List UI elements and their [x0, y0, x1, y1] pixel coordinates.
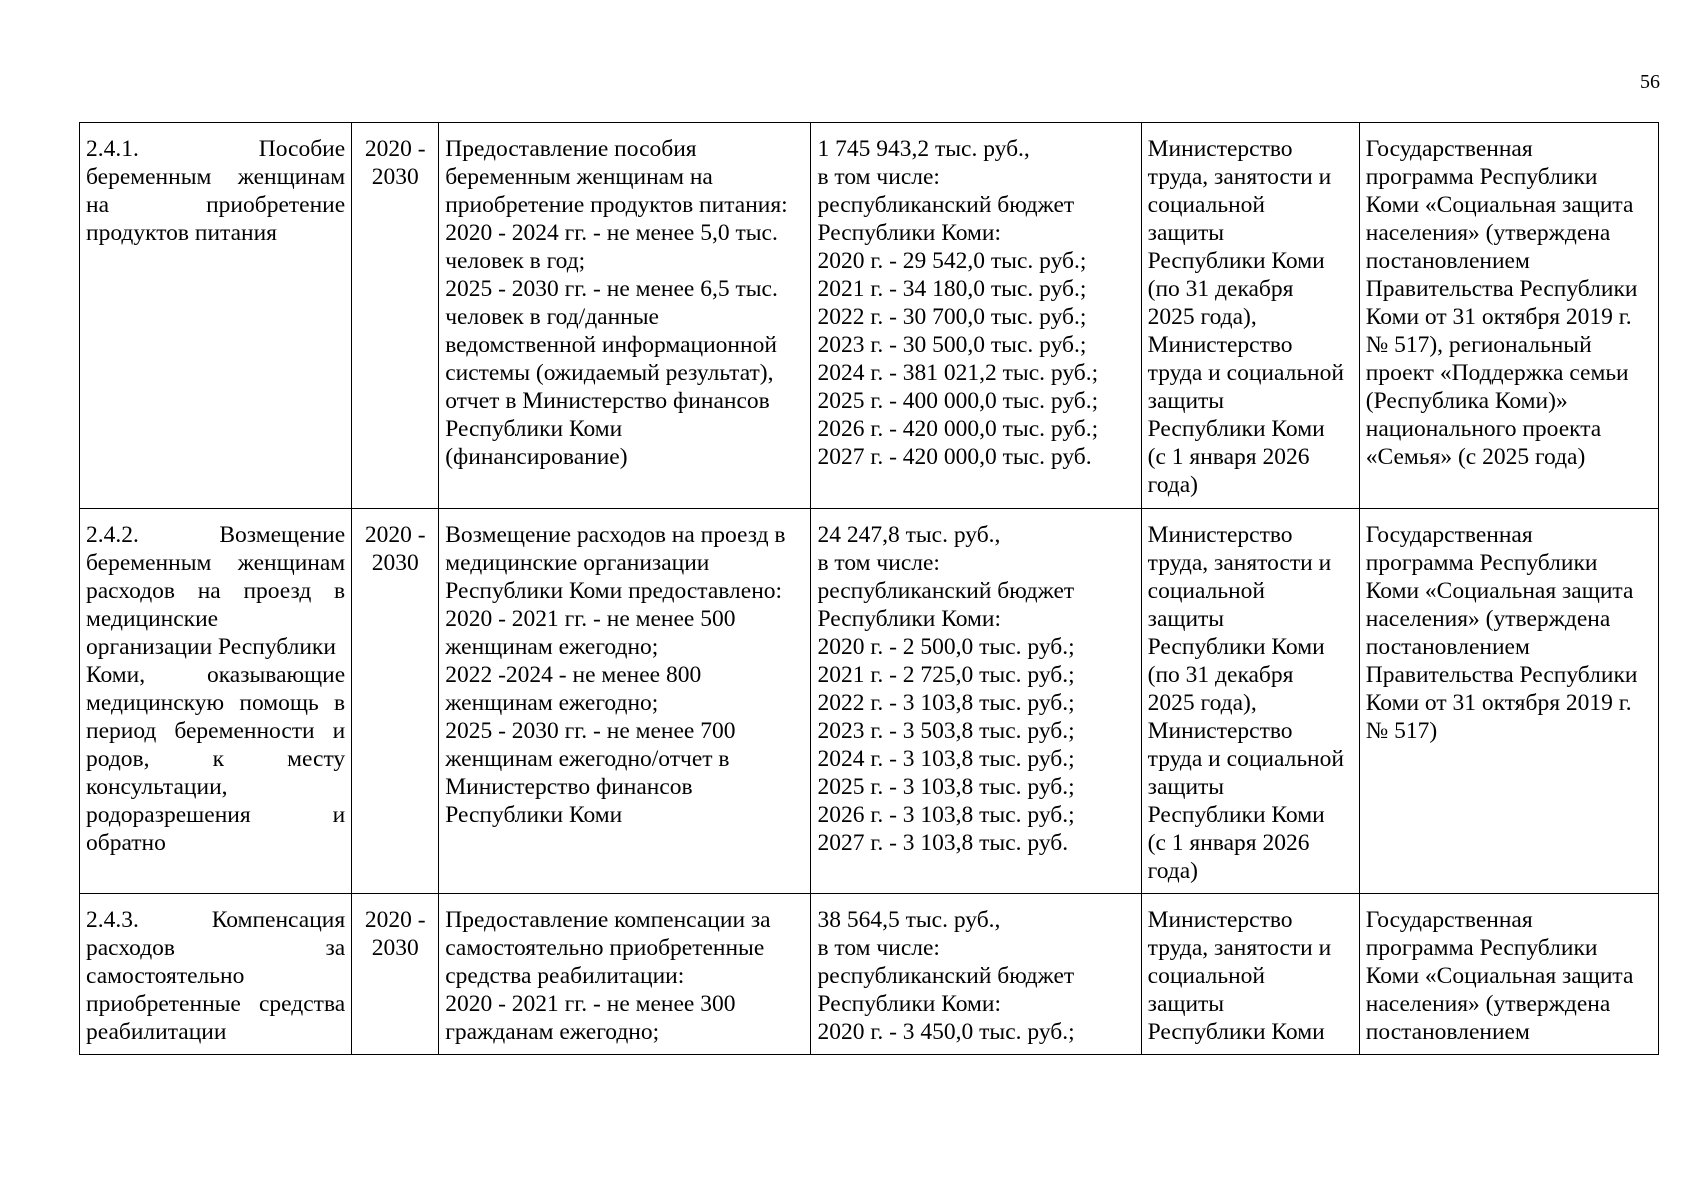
financing-line: 2025 г. - 400 000,0 тыс. руб.;	[817, 388, 1099, 414]
financing-cell	[811, 894, 1141, 1055]
measure-name-line	[86, 135, 345, 163]
financing-line: 2026 г. - 420 000,0 тыс. руб.;	[817, 416, 1099, 442]
table-row	[80, 509, 1659, 894]
measure-name-cell	[80, 123, 352, 509]
description-line: 2022 -2024 - не менее 800	[445, 662, 702, 688]
responsible-line: социальной	[1147, 578, 1265, 604]
word: Пособие	[258, 136, 346, 162]
word: помощь	[239, 690, 319, 716]
word: оказывающие	[206, 662, 346, 688]
measure-name-cell	[80, 509, 352, 894]
description-line: отчет в Министерство финансов	[445, 388, 770, 414]
program-cell	[1359, 123, 1658, 509]
program-line: Государственная	[1365, 136, 1533, 162]
period-line: 2020 -	[364, 907, 426, 933]
description-line: 2020 - 2021 гг. - не менее 500	[445, 606, 736, 632]
measure-name-line: медицинские	[86, 606, 219, 632]
measure-name-line	[86, 191, 345, 219]
description-line: Возмещение расходов на проезд в	[445, 522, 786, 548]
responsible-line: труда, занятости и	[1147, 550, 1332, 576]
measure-name-line: обратно	[86, 830, 166, 856]
program-line: проект «Поддержка семьи	[1365, 360, 1629, 386]
description-cell	[439, 123, 811, 509]
description-line: Предоставление компенсации за	[445, 907, 771, 933]
measure-name-line: консультации,	[86, 774, 228, 800]
responsible-line: Министерство	[1147, 907, 1293, 933]
period-line: 2030	[371, 164, 419, 190]
responsible-line: (с 1 января 2026	[1147, 444, 1310, 470]
word: Возмещение	[219, 522, 346, 548]
description-line: медицинские организации	[445, 550, 710, 576]
responsible-line: труда и социальной	[1147, 360, 1344, 386]
word: проезд	[243, 578, 312, 604]
program-line: Коми от 31 октября 2019 г.	[1365, 690, 1632, 716]
word: беременности	[174, 718, 315, 744]
financing-line: Республики Коми:	[817, 991, 1002, 1017]
word: приобретенные	[86, 991, 241, 1017]
program-line: № 517), региональный	[1365, 332, 1592, 358]
responsible-line: защиты	[1147, 606, 1225, 632]
program-cell	[1359, 509, 1658, 894]
word: беременным	[86, 164, 212, 190]
word: родов,	[86, 746, 150, 772]
word: и	[332, 802, 346, 828]
description-line: человек в год/данные	[445, 304, 659, 330]
program-line: Государственная	[1365, 522, 1533, 548]
program-line: постановлением	[1365, 634, 1530, 660]
responsible-line: защиты	[1147, 388, 1225, 414]
responsible-line: Республики Коми	[1147, 802, 1325, 828]
word: расходов	[86, 578, 176, 604]
financing-line: 2021 г. - 2 725,0 тыс. руб.;	[817, 662, 1075, 688]
word: в	[334, 578, 346, 604]
responsible-line: социальной	[1147, 192, 1265, 218]
responsible-line: Министерство	[1147, 136, 1293, 162]
word: беременным	[86, 550, 212, 576]
description-line: 2020 - 2021 гг. - не менее 300	[445, 991, 736, 1017]
description-line: Республики Коми	[445, 802, 623, 828]
period-line: 2020 -	[364, 136, 426, 162]
responsible-line: Министерство	[1147, 332, 1293, 358]
description-line: 2020 - 2024 гг. - не менее 5,0 тыс.	[445, 220, 778, 246]
financing-line: 2020 г. - 3 450,0 тыс. руб.;	[817, 1019, 1075, 1045]
responsible-line: Министерство	[1147, 522, 1293, 548]
measure-name-line	[86, 163, 345, 191]
responsible-line: 2025 года),	[1147, 690, 1257, 716]
word: женщинам	[237, 164, 346, 190]
program-line: Коми «Социальная защита	[1365, 578, 1634, 604]
word: и	[332, 718, 346, 744]
measure-name-line	[86, 717, 345, 745]
financing-line: 2027 г. - 3 103,8 тыс. руб.	[817, 830, 1069, 856]
description-line: Республики Коми	[445, 416, 623, 442]
table-row	[80, 123, 1659, 509]
period-line: 2020 -	[364, 522, 426, 548]
measure-name-line	[86, 906, 345, 934]
financing-cell	[811, 509, 1141, 894]
description-line: Министерство финансов	[445, 774, 693, 800]
measure-name-line	[86, 990, 345, 1018]
financing-line: в том числе:	[817, 935, 940, 961]
description-line: женщинам ежегодно/отчет в	[445, 746, 730, 772]
program-line: (Республика Коми)»	[1365, 388, 1568, 414]
program-line: населения» (утверждена	[1365, 606, 1611, 632]
description-cell	[439, 894, 811, 1055]
responsible-line: Республики Коми	[1147, 1019, 1325, 1045]
financing-line: 2023 г. - 3 503,8 тыс. руб.;	[817, 718, 1075, 744]
description-line: Предоставление пособия	[445, 136, 697, 162]
financing-line: Республики Коми:	[817, 220, 1002, 246]
word: на	[197, 578, 221, 604]
word: к	[212, 746, 225, 772]
description-cell	[439, 509, 811, 894]
responsible-cell	[1141, 123, 1359, 509]
financing-line: 2024 г. - 381 021,2 тыс. руб.;	[817, 360, 1099, 386]
responsible-line: (по 31 декабря	[1147, 276, 1294, 302]
measure-name-line	[86, 934, 345, 962]
responsible-line: (по 31 декабря	[1147, 662, 1294, 688]
financing-line: Республики Коми:	[817, 606, 1002, 632]
responsible-line: Республики Коми	[1147, 248, 1325, 274]
program-line: населения» (утверждена	[1365, 220, 1611, 246]
description-line: (финансирование)	[445, 444, 628, 470]
responsible-line: Республики Коми	[1147, 416, 1325, 442]
description-line: 2025 - 2030 гг. - не менее 700	[445, 718, 736, 744]
page-number: 56	[1640, 71, 1660, 93]
description-line: человек в год;	[445, 248, 586, 274]
period-line: 2030	[371, 550, 419, 576]
word: женщинам	[237, 550, 346, 576]
financing-line: 2020 г. - 29 542,0 тыс. руб.;	[817, 248, 1087, 274]
description-line: самостоятельно приобретенные	[445, 935, 765, 961]
measure-name-cell	[80, 894, 352, 1055]
financing-line: в том числе:	[817, 550, 940, 576]
financing-cell	[811, 123, 1141, 509]
responsible-cell	[1141, 894, 1359, 1055]
financing-line: 2022 г. - 3 103,8 тыс. руб.;	[817, 690, 1075, 716]
program-line: Правительства Республики	[1365, 662, 1638, 688]
word: период	[86, 718, 157, 744]
responsible-cell	[1141, 509, 1359, 894]
financing-line: 2020 г. - 2 500,0 тыс. руб.;	[817, 634, 1075, 660]
program-line: № 517)	[1365, 718, 1438, 744]
responsible-line: 2025 года),	[1147, 304, 1257, 330]
responsible-line: труда и социальной	[1147, 746, 1344, 772]
program-line: Государственная	[1365, 907, 1533, 933]
table-body	[80, 123, 1659, 1055]
program-line: программа Республики	[1365, 935, 1598, 961]
table-row	[80, 894, 1659, 1055]
program-line: Правительства Республики	[1365, 276, 1638, 302]
description-line: системы (ожидаемый результат),	[445, 360, 774, 386]
responsible-line: года)	[1147, 858, 1198, 884]
measure-name-line	[86, 577, 345, 605]
period-cell	[352, 894, 439, 1055]
description-line: Республики Коми предоставлено:	[445, 578, 783, 604]
word: родоразрешения	[86, 802, 251, 828]
word: в	[334, 690, 346, 716]
measure-name-line: организации Республики	[86, 634, 336, 660]
financing-line: 2021 г. - 34 180,0 тыс. руб.;	[817, 276, 1087, 302]
description-line: женщинам ежегодно;	[445, 634, 659, 660]
word: 2.4.1.	[86, 136, 139, 162]
responsible-line: защиты	[1147, 991, 1225, 1017]
responsible-line: Республики Коми	[1147, 634, 1325, 660]
period-cell	[352, 509, 439, 894]
word: 2.4.2.	[86, 522, 139, 548]
measure-name-line	[86, 549, 345, 577]
measure-name-line: продуктов питания	[86, 220, 277, 246]
measures-table	[79, 122, 1659, 1055]
responsible-line: социальной	[1147, 963, 1265, 989]
financing-line: 1 745 943,2 тыс. руб.,	[817, 136, 1030, 162]
program-line: Коми от 31 октября 2019 г.	[1365, 304, 1632, 330]
responsible-line: года)	[1147, 472, 1198, 498]
financing-line: 2024 г. - 3 103,8 тыс. руб.;	[817, 746, 1075, 772]
financing-line: республиканский бюджет	[817, 963, 1075, 989]
financing-line: 2022 г. - 30 700,0 тыс. руб.;	[817, 304, 1087, 330]
financing-line: 2023 г. - 30 500,0 тыс. руб.;	[817, 332, 1087, 358]
program-line: «Семья» (с 2025 года)	[1365, 444, 1586, 470]
measure-name-line	[86, 661, 345, 689]
measure-name-line	[86, 521, 345, 549]
program-line: постановлением	[1365, 248, 1530, 274]
financing-line: 2025 г. - 3 103,8 тыс. руб.;	[817, 774, 1075, 800]
word: медицинскую	[86, 690, 225, 716]
word: приобретение	[206, 192, 346, 218]
measure-name-line: реабилитации	[86, 1019, 227, 1045]
responsible-line: защиты	[1147, 774, 1225, 800]
word: месту	[287, 746, 346, 772]
description-line: приобретение продуктов питания:	[445, 192, 788, 218]
program-cell	[1359, 894, 1658, 1055]
measure-name-line	[86, 801, 345, 829]
responsible-line: Министерство	[1147, 718, 1293, 744]
program-line: национального проекта	[1365, 416, 1602, 442]
description-line: 2025 - 2030 гг. - не менее 6,5 тыс.	[445, 276, 778, 302]
financing-line: республиканский бюджет	[817, 578, 1075, 604]
program-line: программа Республики	[1365, 550, 1598, 576]
program-line: программа Республики	[1365, 164, 1598, 190]
responsible-line: труда, занятости и	[1147, 164, 1332, 190]
word: на	[86, 192, 110, 218]
financing-line: республиканский бюджет	[817, 192, 1075, 218]
financing-line: 2026 г. - 3 103,8 тыс. руб.;	[817, 802, 1075, 828]
measure-name-line	[86, 689, 345, 717]
period-cell	[352, 123, 439, 509]
word: средства	[258, 991, 346, 1017]
word: Компенсация	[211, 907, 346, 933]
program-line: Коми «Социальная защита	[1365, 192, 1634, 218]
responsible-line: защиты	[1147, 220, 1225, 246]
financing-line: 2027 г. - 420 000,0 тыс. руб.	[817, 444, 1092, 470]
period-line: 2030	[371, 935, 419, 961]
word: 2.4.3.	[86, 907, 139, 933]
program-line: постановлением	[1365, 1019, 1530, 1045]
measure-name-line: самостоятельно	[86, 963, 245, 989]
description-line: ведомственной информационной	[445, 332, 777, 358]
description-line: средства реабилитации:	[445, 963, 685, 989]
responsible-line: труда, занятости и	[1147, 935, 1332, 961]
financing-line: в том числе:	[817, 164, 940, 190]
financing-line: 24 247,8 тыс. руб.,	[817, 522, 1001, 548]
responsible-line: (с 1 января 2026	[1147, 830, 1310, 856]
description-line: женщинам ежегодно;	[445, 690, 659, 716]
description-line: гражданам ежегодно;	[445, 1019, 660, 1045]
program-line: Коми «Социальная защита	[1365, 963, 1634, 989]
word: расходов	[86, 935, 176, 961]
word: за	[325, 935, 346, 961]
word: Коми,	[86, 662, 146, 688]
financing-line: 38 564,5 тыс. руб.,	[817, 907, 1001, 933]
measure-name-line	[86, 745, 345, 773]
description-line: беременным женщинам на	[445, 164, 713, 190]
program-line: населения» (утверждена	[1365, 991, 1611, 1017]
